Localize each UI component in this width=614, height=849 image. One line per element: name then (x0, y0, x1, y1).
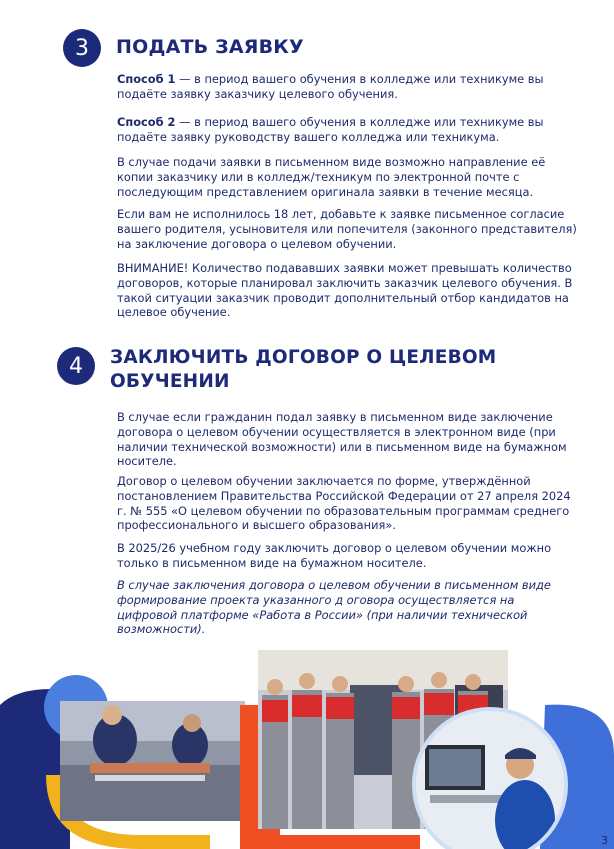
step-4-badge (57, 347, 95, 385)
way-1-label: Способ 1 (117, 72, 176, 86)
section-4-paragraph-1: В случае если гражданин подал заявку в письменном виде заключение договора о целевом обучении осуществляется в электронном виде (при наличии технической возможности) или в письменном виде на бумажном носителе. (117, 410, 567, 469)
section-3-paragraph-5: ВНИМАНИЕ! Количество подававших заявки может превышать количество договоров, которые планировал заключить заказчик целевого обучения. В такой ситуации заказчик проводит дополнительный отбор кандидатов на целевое обучение. (117, 261, 573, 320)
section-3-paragraph-4: Если вам не исполнилось 18 лет, добавьте к заявке письменное согласие вашего родителя, усыновителя или попечителя (законного представителя) на заключение договора о целевом обучении. (117, 207, 577, 251)
page-number: 3 (601, 834, 608, 847)
step-3-badge (63, 29, 101, 67)
way-2-paragraph (117, 115, 577, 145)
step-3-number: 3 (75, 35, 89, 61)
section-4-title-line-2: ОБУЧЕНИИ (110, 371, 230, 392)
way-2-label: Способ 2 (117, 115, 176, 129)
section-3-paragraph-3: В случае подачи заявки в письменном виде возможно направление её копии заказчику или в колледж/техникум по электронной почте с последующим представлением оригинала заявки в течение месяца. (117, 155, 546, 199)
section-4-paragraph-2: Договор о целевом обучении заключается по форме, утверждённой постановлением Правительства Российской Федерации от 27 апреля 2024 г. № 555 «О целевом обучении по образовательным программам среднего профессионального и высшего образования». (117, 474, 571, 533)
section-4-title (110, 346, 496, 394)
way-1-paragraph (117, 72, 577, 102)
photo-collage (0, 645, 614, 849)
section-4-title-line-1: ЗАКЛЮЧИТЬ ДОГОВОР О ЦЕЛЕВОМ (110, 347, 497, 368)
section-3-title: ПОДАТЬ ЗАЯВКУ (116, 36, 304, 58)
section-4-paragraph-3: В 2025/26 учебном году заключить договор о целевом обучении можно только в письменном виде на бумажном носителе. (117, 541, 552, 570)
section-4-paragraph-4: В случае заключения договора о целевом обучении в письменном виде формирование проекта указанного д оговора осуществляется на цифровой платформе «Работа в России» (при наличии технической возможности). (117, 578, 551, 637)
workshop-photo (60, 701, 245, 821)
step-4-number: 4 (69, 353, 83, 379)
way-2-text: — в период вашего обучения в колледже или техникуме вы подаёте заявку руководству вашего колледжа или техникума. (117, 115, 544, 144)
way-1-text: — в период вашего обучения в колледже или техникуме вы подаёте заявку заказчику целевого обучения. (117, 72, 544, 101)
